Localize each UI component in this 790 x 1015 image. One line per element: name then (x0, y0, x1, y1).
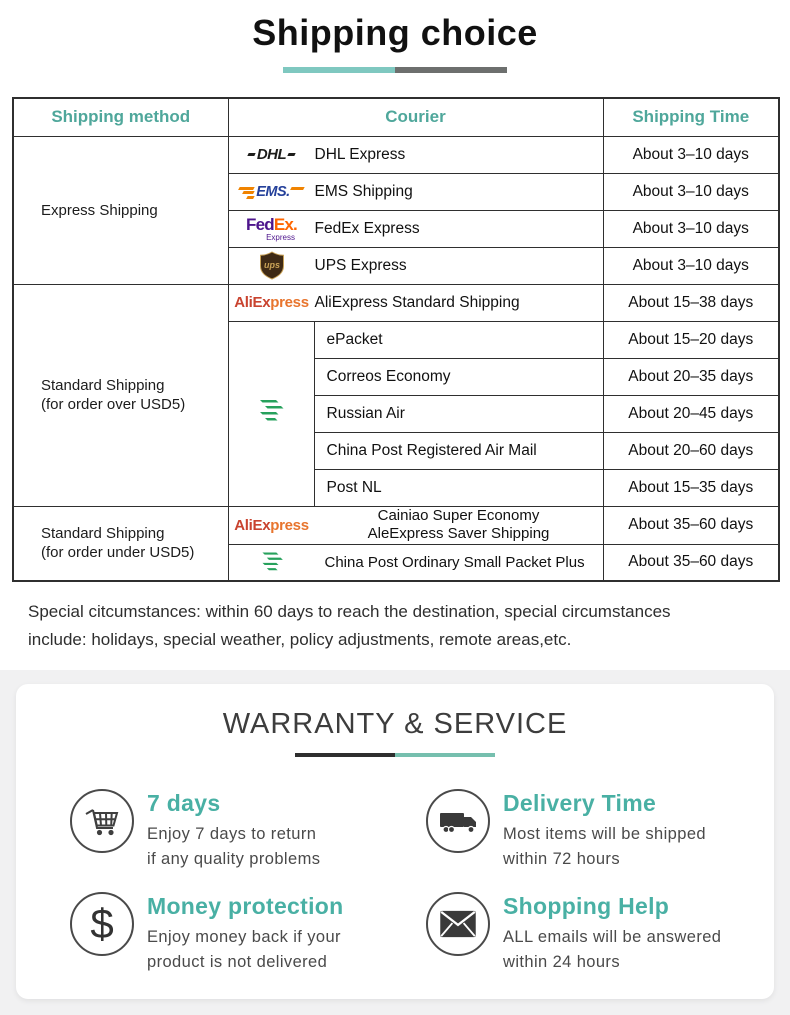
courier-name: FedEx Express (314, 219, 420, 237)
courier-name: China Post Ordinary Small Packet Plus (324, 553, 585, 571)
warranty-underline-teal-segment (395, 753, 495, 757)
col-header-shipping-method: Shipping method (13, 98, 228, 136)
envelope-icon (426, 892, 490, 956)
warranty-items-grid (16, 789, 774, 975)
courier-name: AliExpress Standard Shipping (314, 293, 520, 311)
warranty-underline-dark-segment (295, 753, 395, 757)
shipping-table-container (12, 97, 778, 582)
method-group-express: Express Shipping (13, 136, 228, 284)
courier-name: DHL Express (314, 145, 406, 163)
courier-name: Post NL (314, 469, 603, 506)
aliexpress-logo: AliExpress (234, 294, 309, 311)
warranty-item-shopping-help (426, 892, 760, 975)
warranty-item-delivery-time (426, 789, 760, 872)
warranty-item-heading: Shopping Help (503, 893, 670, 919)
table-row (13, 284, 779, 321)
shipping-time: About 35–60 days (603, 544, 779, 581)
ups-logo (229, 251, 315, 281)
warranty-item-7-days (70, 789, 426, 872)
page-title: Shipping choice (252, 12, 538, 53)
dollar-icon: $ (70, 892, 134, 956)
table-row (13, 506, 779, 544)
shipping-time: About 3–10 days (603, 173, 779, 210)
shipping-time: About 15–35 days (603, 469, 779, 506)
warranty-item-heading: Money protection (147, 893, 344, 919)
courier-name: Cainiao Super Economy AleExpress Saver Shipping (367, 507, 550, 542)
shipping-time: About 15–20 days (603, 321, 779, 358)
warranty-item-heading: 7 days (147, 790, 221, 816)
col-header-courier: Courier (228, 98, 603, 136)
shipping-table (12, 97, 780, 582)
courier-name: Correos Economy (314, 358, 603, 395)
warranty-card (16, 684, 774, 999)
warranty-section (0, 670, 790, 1015)
title-underline-teal-segment (283, 67, 395, 73)
courier-name: ePacket (314, 321, 603, 358)
warranty-item-text: Money protection Enjoy money back if your product is not delivered (147, 893, 344, 971)
shipping-time: About 15–38 days (603, 284, 779, 321)
table-row (13, 136, 779, 173)
title-underline (283, 67, 507, 73)
warranty-item-heading: Delivery Time (503, 790, 657, 816)
china-post-logo (229, 549, 315, 575)
warranty-title: WARRANTY & SERVICE (222, 708, 568, 740)
col-header-shipping-time: Shipping Time (603, 98, 779, 136)
shipping-time: About 20–35 days (603, 358, 779, 395)
shipping-time: About 3–10 days (603, 247, 779, 284)
warranty-item-money-protection (70, 892, 426, 975)
table-header-row (13, 98, 779, 136)
courier-name: UPS Express (314, 256, 407, 274)
aliexpress-logo: AliExpress (234, 516, 309, 534)
shipping-time: About 20–45 days (603, 395, 779, 432)
shipping-time: About 20–60 days (603, 432, 779, 469)
dhl-logo: DHL (229, 146, 315, 163)
courier-name: China Post Registered Air Mail (314, 432, 603, 469)
shipping-time: About 3–10 days (603, 210, 779, 247)
warranty-item-text: Shopping Help ALL emails will be answered within 24 hours (503, 893, 722, 971)
courier-name: EMS Shipping (314, 182, 413, 200)
shipping-time: About 35–60 days (603, 506, 779, 544)
cart-icon (70, 789, 134, 853)
title-underline-gray-segment (395, 67, 507, 73)
warranty-item-text: 7 days Enjoy 7 days to return if any quality problems (147, 790, 321, 868)
warranty-underline (295, 753, 495, 757)
fedex-logo: FedEx. Express (246, 214, 297, 242)
ems-logo: EMS. (229, 184, 315, 200)
method-group-standard-under: Standard Shipping (for order under USD5) (13, 506, 228, 581)
svg-text:ups: ups (263, 259, 280, 270)
truck-icon (426, 789, 490, 853)
method-group-standard-over: Standard Shipping (for order over USD5) (13, 284, 228, 506)
shipping-time: About 3–10 days (603, 136, 779, 173)
courier-name: Russian Air (314, 395, 603, 432)
china-post-logo (228, 321, 314, 506)
special-circumstances-note: Special citcumstances: within 60 days to reach the destination, special circumstances include: holidays, special weather, policy adjustments, remote areas,etc. (28, 602, 671, 649)
warranty-item-text: Delivery Time Most items will be shipped within 72 hours (503, 790, 706, 868)
